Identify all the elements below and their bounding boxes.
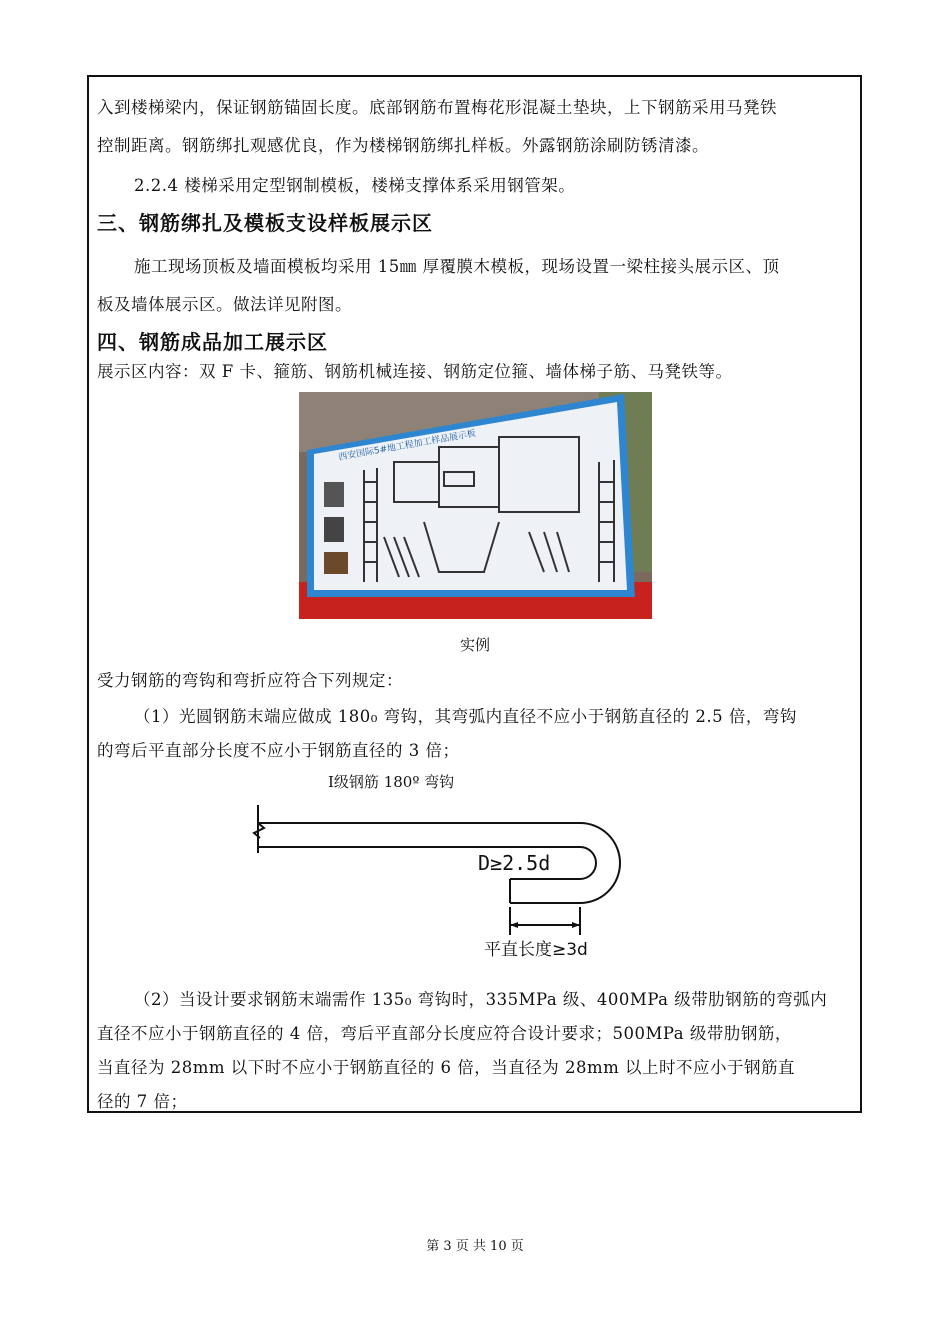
section4-content: 展示区内容：双 F 卡、箍筋、钢筋机械连接、钢筋定位箍、墙体梯子筋、马凳铁等。	[97, 362, 733, 381]
para1-line2: 控制距离。钢筋绑扎观感优良，作为楼梯钢筋绑扎样板。外露钢筋涂刷防锈清漆。	[97, 136, 709, 155]
rule1-line1: （1）光圆钢筋末端应做成 180₀ 弯钩，其弯弧内直径不应小于钢筋直径的 2.5 倍，弯钩	[134, 707, 797, 726]
para2: 2.2.4 楼梯采用定型钢制模板，楼梯支撑体系采用钢管架。	[134, 176, 576, 195]
straight-length-label: 平直长度≥3d	[484, 940, 588, 960]
rule1-line2: 的弯后平直部分长度不应小于钢筋直径的 3 倍；	[97, 741, 460, 760]
diameter-label: D≥2.5d	[478, 851, 551, 875]
section3-line2: 板及墙体展示区。做法详见附图。	[97, 295, 352, 314]
rule2-line2: 直径不应小于钢筋直径的 4 倍，弯后平直部分长度应符合设计要求；500MPa 级带肋钢筋，	[97, 1024, 792, 1043]
board-title: 西安国际5#地工程加工样品展示板	[337, 428, 477, 463]
diagram-title: Ⅰ级钢筋 180º 弯钩	[328, 773, 455, 791]
page-footer: 第 3 页 共 10 页	[426, 1239, 524, 1254]
rules-intro: 受力钢筋的弯钩和弯折应符合下列规定：	[97, 671, 403, 690]
display-board-photo	[299, 392, 652, 619]
para1-line1: 入到楼梯梁内，保证钢筋锚固长度。底部钢筋布置梅花形混凝土垫块，上下钢筋采用马凳铁	[97, 98, 777, 117]
rule2-line1: （2）当设计要求钢筋末端需作 135₀ 弯钩时，335MPa 级、400MPa 级带肋钢筋的弯弧内	[134, 990, 828, 1009]
section3-line1: 施工现场顶板及墙面模板均采用 15㎜ 厚覆膜木模板，现场设置一梁柱接头展示区、顶	[134, 257, 780, 276]
rule2-line4: 径的 7 倍；	[97, 1092, 188, 1111]
hook-180-diagram	[240, 795, 640, 969]
rule2-line3: 当直径为 28mm 以下时不应小于钢筋直径的 6 倍，当直径为 28mm 以上时不应小于钢筋直	[97, 1058, 796, 1077]
section4-heading: 四、钢筋成品加工展示区	[97, 330, 328, 354]
section3-heading: 三、钢筋绑扎及模板支设样板展示区	[97, 211, 433, 235]
photo-caption: 实例	[459, 636, 490, 654]
